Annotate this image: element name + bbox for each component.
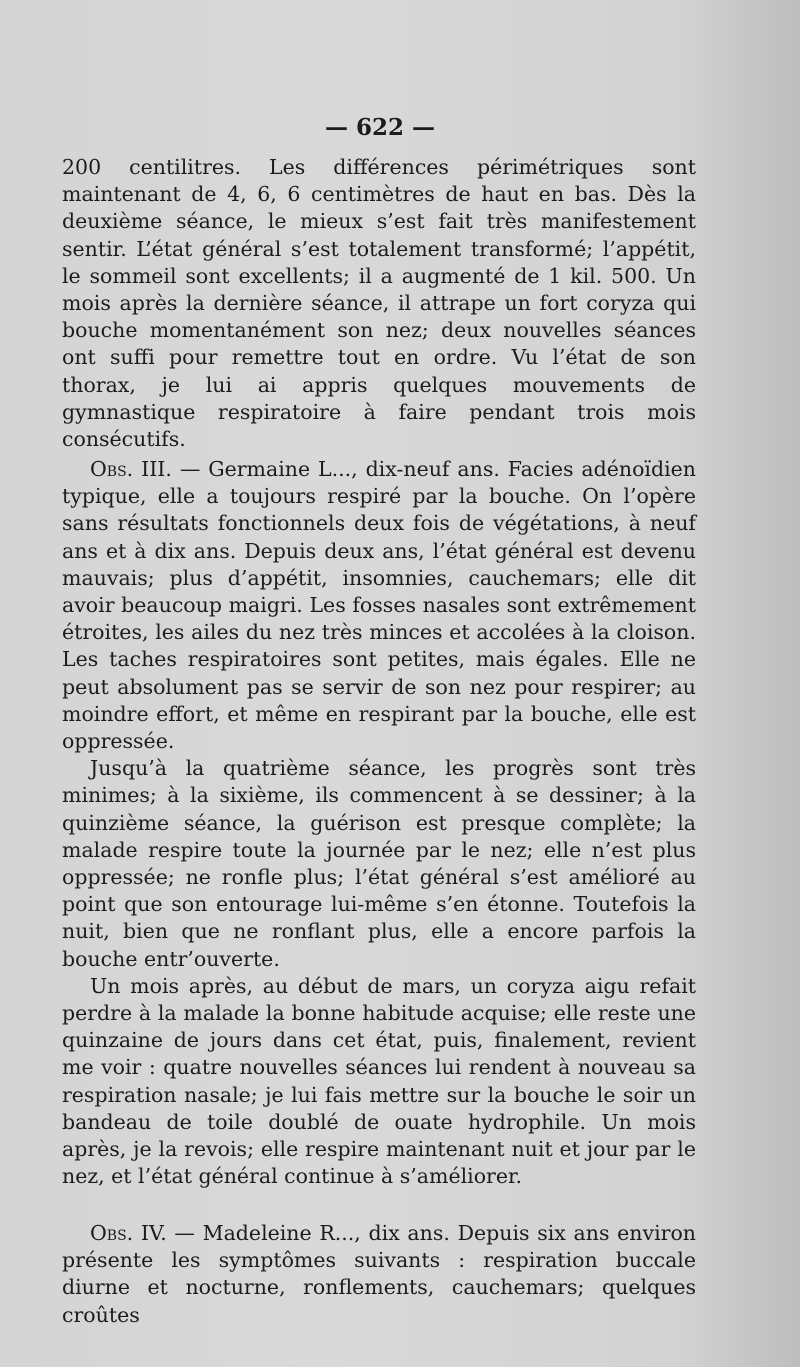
- obs3-text: — Germaine L..., dix-neuf ans. Facies adénoïdien typique, elle a toujours respiré par la bouche. On l’opère sans résultats fonctionnels deux fois de végétations, à neuf ans et à dix ans. Depuis deux ans, l’état général est devenu mauvais; plus d’appétit, insomnies, cauchemars; elle dit avoir beaucoup maigri. Les fosses nasales sont extrêmement étroites, les ailes du nez très minces et accolées à la cloison. Les taches respiratoires sont petites, mais égales. Elle ne peut absolument pas se servir de son nez pour respirer; au moindre effort, et même en respirant par la bouche, elle est oppressée.: [62, 457, 696, 754]
- text-block-obs4: [62, 1220, 696, 1329]
- obs3-label: Obs. III.: [90, 457, 172, 481]
- obs4-text: — Madeleine R..., dix ans. Depuis six ans environ présente les symptômes suivants : respiration buccale diurne et nocturne, ronflements, cauchemars; quelques croûtes: [62, 1221, 696, 1327]
- paragraph-progress: Jusqu’à la quatrième séance, les progrès sont très minimes; à la sixième, ils commencent à se dessiner; à la quinzième séance, la guérison est presque complète; la malade respire toute la journée par le nez; elle n’est plus oppressée; ne ronfle plus; l’état général s’est amélioré au point que son entourage lui-même s’en étonne. Toutefois la nuit, bien que ne ronflant plus, elle a encore parfois la bouche entr’ouverte.: [62, 756, 696, 971]
- page-number: — 622 —: [324, 114, 436, 141]
- obs4-label: Obs. IV.: [90, 1221, 167, 1245]
- paragraph-followup: Un mois après, au début de mars, un coryza aigu refait perdre à la malade la bonne habitude acquise; elle reste une quinzaine de jours dans cet état, puis, finalement, revient me voir : quatre nouvelles séances lui rendent à nouveau sa respiration nasale; je lui fais mettre sur la bouche le soir un bandeau de toile doublé de ouate hydrophile. Un mois après, je la revois; elle respire maintenant nuit et jour par le nez, et l’état général continue à s’améliorer.: [62, 973, 696, 1189]
- paragraph-obs4: [62, 1220, 696, 1329]
- paragraph-continuation: 200 centilitres. Les différences périmétriques sont maintenant de 4, 6, 6 centimètres de haut en bas. Dès la deuxième séance, le mieux s’est fait très manifestement sentir. L’état général s’est totalement transformé; l’appétit, le sommeil sont excellents; il a augmenté de 1 kil. 500. Un mois après la dernière séance, il attrape un fort coryza qui bouche momentanément son nez; deux nouvelles séances ont suffi pour remettre tout en ordre. Vu l’état de son thorax, je lui ai appris quelques mouvements de gymnastique respiratoire à faire pendant trois mois consécutifs.: [62, 155, 696, 452]
- text-block-obs3: [62, 456, 696, 1190]
- paragraph-obs3: [62, 456, 696, 755]
- text-block-top: [62, 154, 696, 453]
